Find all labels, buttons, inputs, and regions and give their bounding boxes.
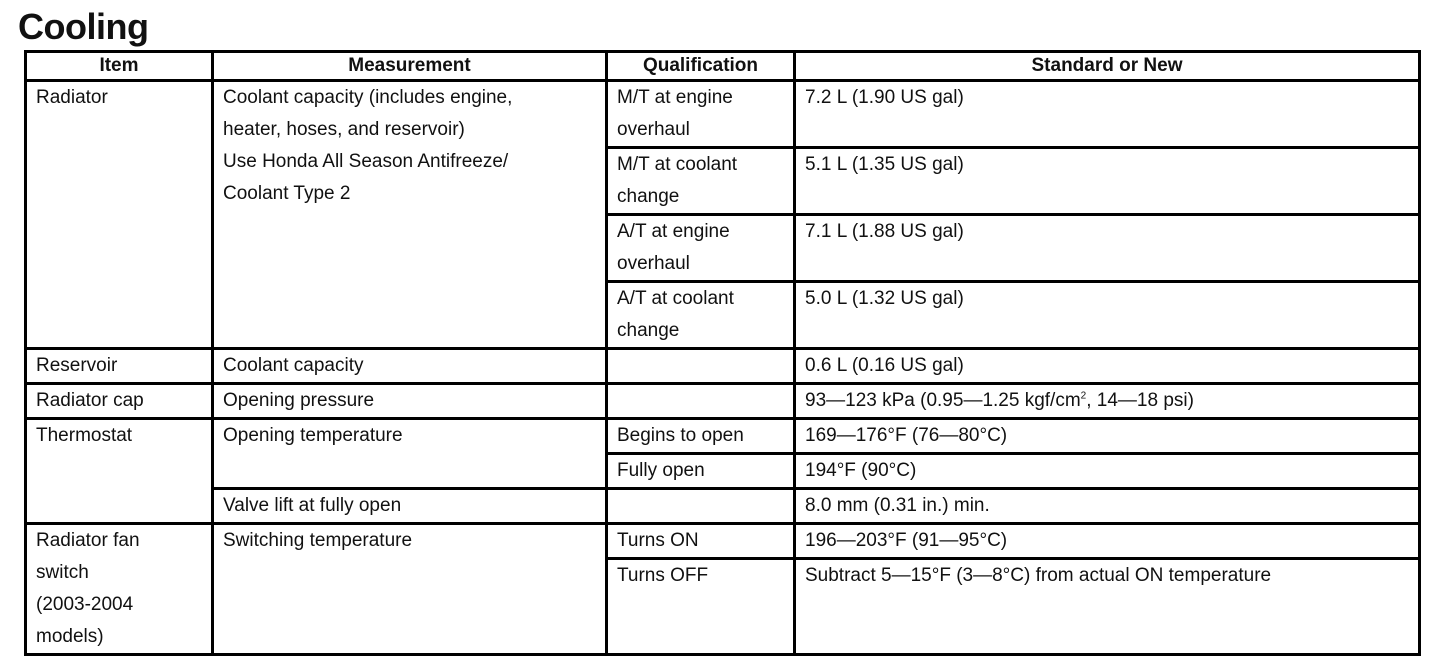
item-cell: Radiator cap bbox=[26, 384, 213, 419]
value-cell: 169—176°F (76—80°C) bbox=[795, 419, 1420, 454]
value-cell: 7.2 L (1.90 US gal) bbox=[795, 81, 1420, 148]
qualification-cell: M/T at coolant change bbox=[607, 148, 795, 215]
qualification-cell: Fully open bbox=[607, 454, 795, 489]
qualification-cell: A/T at engine overhaul bbox=[607, 215, 795, 282]
table-row bbox=[26, 81, 1420, 148]
table-row bbox=[26, 384, 1420, 419]
qualification-cell: M/T at engine overhaul bbox=[607, 81, 795, 148]
header-row bbox=[26, 52, 1420, 81]
table-row bbox=[26, 489, 1420, 524]
header-item: Item bbox=[26, 52, 213, 81]
table-row bbox=[26, 349, 1420, 384]
value-cell: 196—203°F (91—95°C) bbox=[795, 524, 1420, 559]
value-cell: 8.0 mm (0.31 in.) min. bbox=[795, 489, 1420, 524]
header-measurement: Measurement bbox=[213, 52, 607, 81]
qualification-cell bbox=[607, 384, 795, 419]
item-cell: Radiator fan switch (2003-2004 models) bbox=[26, 524, 213, 655]
qualification-cell: Turns OFF bbox=[607, 559, 795, 655]
value-cell: 194°F (90°C) bbox=[795, 454, 1420, 489]
value-cell: 5.1 L (1.35 US gal) bbox=[795, 148, 1420, 215]
measurement-cell: Coolant capacity bbox=[213, 349, 607, 384]
measurement-cell: Switching temperature bbox=[213, 524, 607, 655]
header-qualification: Qualification bbox=[607, 52, 795, 81]
measurement-cell: Valve lift at fully open bbox=[213, 489, 607, 524]
qualification-cell: A/T at coolant change bbox=[607, 282, 795, 349]
value-cell: 93—123 kPa (0.95—1.25 kgf/$cm^2$, 14—18 psi) bbox=[795, 384, 1420, 419]
cooling-spec-table bbox=[24, 50, 1421, 656]
page-title: Cooling bbox=[18, 6, 149, 47]
value-cell: 5.0 L (1.32 US gal) bbox=[795, 282, 1420, 349]
value-cell: Subtract 5—15°F (3—8°C) from actual ON temperature bbox=[795, 559, 1420, 655]
table-row bbox=[26, 524, 1420, 559]
header-standard: Standard or New bbox=[795, 52, 1420, 81]
qualification-cell: Turns ON bbox=[607, 524, 795, 559]
measurement-cell: Opening temperature bbox=[213, 419, 607, 489]
qualification-cell: Begins to open bbox=[607, 419, 795, 454]
measurement-cell: Coolant capacity (includes engine, heater, hoses, and reservoir) Use Honda All Season Antifreeze/ Coolant Type 2 bbox=[213, 81, 607, 349]
value-cell: 7.1 L (1.88 US gal) bbox=[795, 215, 1420, 282]
measurement-cell: Opening pressure bbox=[213, 384, 607, 419]
qualification-cell bbox=[607, 489, 795, 524]
qualification-cell bbox=[607, 349, 795, 384]
table-row bbox=[26, 419, 1420, 454]
value-cell: 0.6 L (0.16 US gal) bbox=[795, 349, 1420, 384]
item-cell: Reservoir bbox=[26, 349, 213, 384]
item-cell: Radiator bbox=[26, 81, 213, 349]
item-cell: Thermostat bbox=[26, 419, 213, 524]
